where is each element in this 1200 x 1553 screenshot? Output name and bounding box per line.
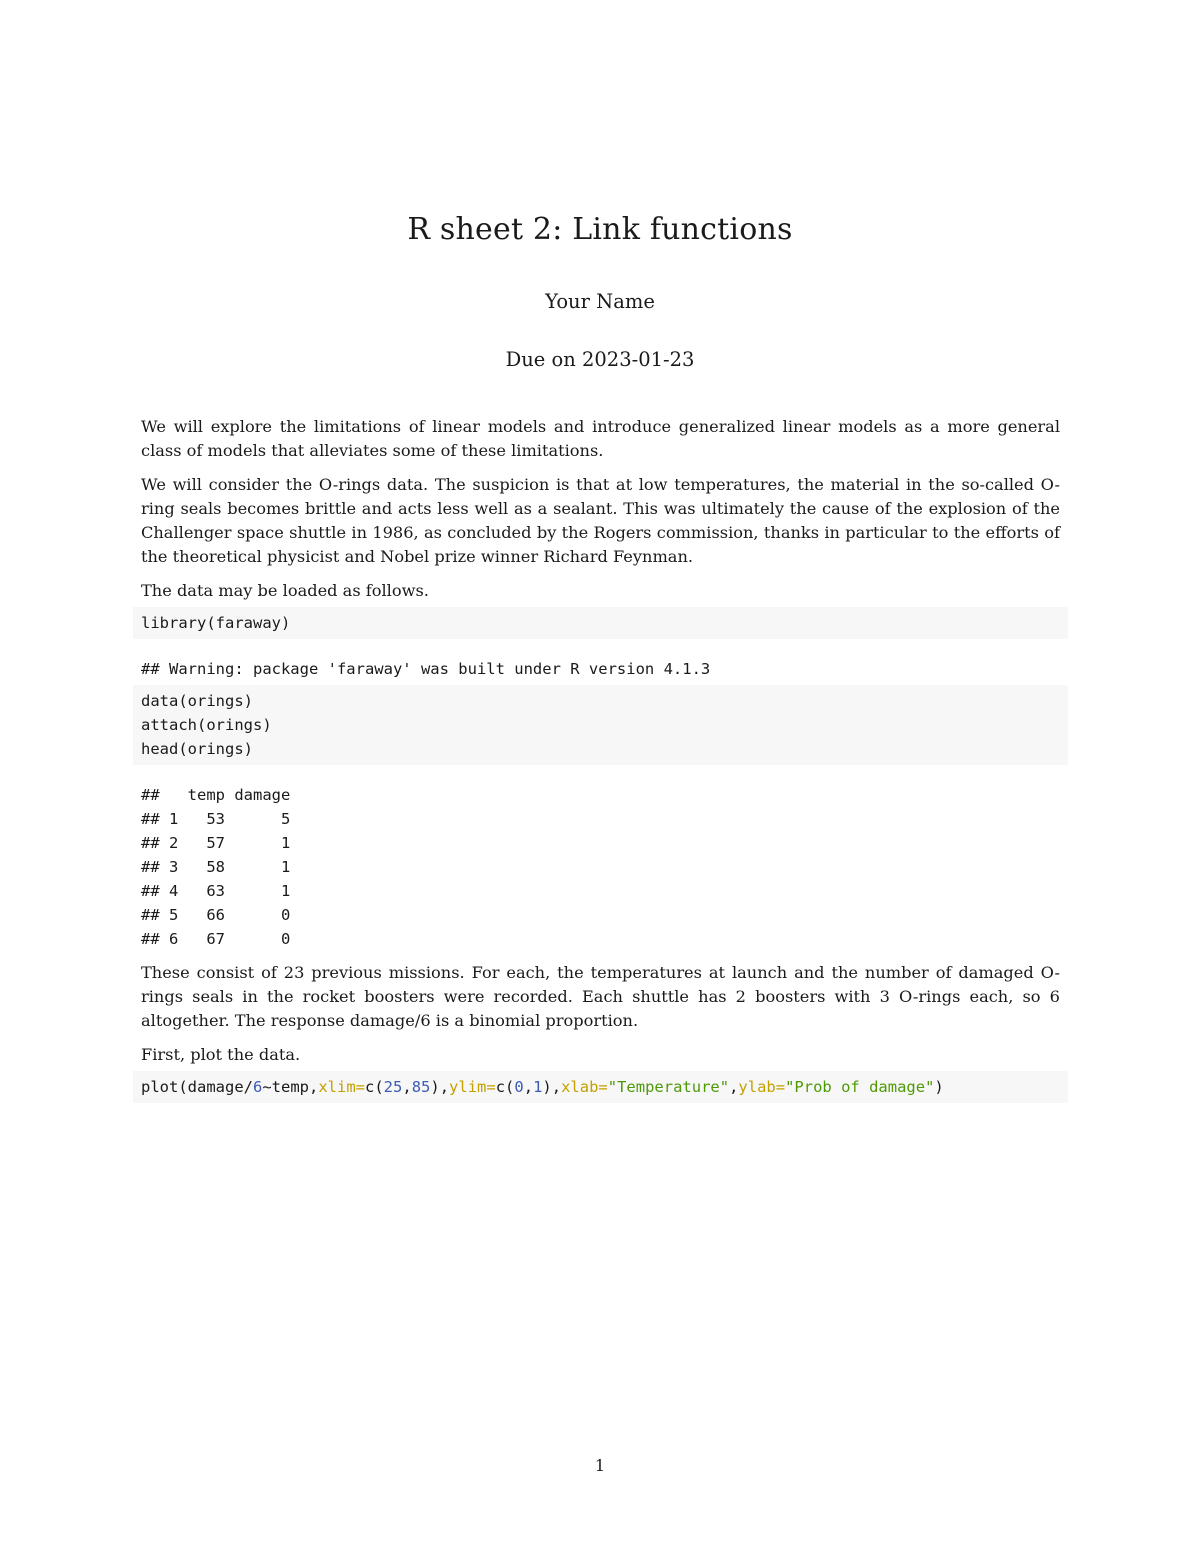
code-token: ), <box>542 1078 562 1096</box>
code-token: , <box>402 1078 412 1096</box>
code-line: head(orings) <box>141 740 253 758</box>
code-token-number: 0 <box>514 1078 524 1096</box>
orings-paragraph: We will consider the O-rings data. The suspicion is that at low temperatures, the material in the so-called O-ring seals becomes brittle and acts less well as a sealant. This was ultimately the cause of the explosion of the Challenger space shuttle in 1986, as concluded by the Rogers commission, thanks in particular to the efforts of the theoretical physicist and Nobel prize winner Richard Feynman. <box>141 475 1060 566</box>
output-line: ## 6 67 0 <box>141 930 291 948</box>
missions-paragraph: These consist of 23 previous missions. For each, the temperatures at launch and the number of damaged O-rings seals in the rocket boosters were recorded. Each shuttle has 2 boosters with 3 O-rings each, so 6 altogether. The response damage/6 is a binomial proportion. <box>141 963 1060 1030</box>
author-name: Your Name <box>545 290 655 313</box>
spacer <box>141 765 1060 783</box>
code-token: ~temp, <box>262 1078 319 1096</box>
output-line: ## 4 63 1 <box>141 882 291 900</box>
code-token-number: 85 <box>411 1078 431 1096</box>
code-token: c( <box>495 1078 515 1096</box>
code-token-argument: ylab= <box>738 1078 786 1096</box>
code-token: ) <box>934 1078 944 1096</box>
plot-intro-paragraph: First, plot the data. <box>141 1045 301 1064</box>
code-token-number: 1 <box>533 1078 543 1096</box>
document-title: R sheet 2: Link functions <box>407 212 793 247</box>
load-data-paragraph: The data may be loaded as follows. <box>141 581 429 600</box>
code-token: , <box>523 1078 534 1096</box>
output-line: ## 3 58 1 <box>141 858 291 876</box>
output-line: ## 2 57 1 <box>141 834 291 852</box>
code-token-number: 6 <box>252 1078 263 1096</box>
output-line: ## 5 66 0 <box>141 906 291 924</box>
code-line: data(orings) <box>141 692 253 710</box>
document-body <box>141 415 1060 1103</box>
code-line: library(faraway) <box>141 614 291 632</box>
code-block-data <box>133 685 1068 765</box>
code-token: ), <box>430 1078 450 1096</box>
output-line: ## 1 53 5 <box>141 810 291 828</box>
code-token: c( <box>365 1078 384 1096</box>
code-token-string: "Prob of damage" <box>785 1078 935 1096</box>
table-output <box>141 783 1060 961</box>
code-token-string: "Temperature" <box>607 1078 730 1096</box>
page-number: 1 <box>594 1456 606 1475</box>
code-block-plot <box>133 1071 1068 1103</box>
due-date: Due on 2023-01-23 <box>505 348 695 371</box>
code-token-argument: ylim= <box>449 1078 496 1096</box>
code-token-argument: xlab= <box>561 1078 608 1096</box>
code-line: attach(orings) <box>141 716 272 734</box>
output-line: ## temp damage <box>141 786 291 804</box>
code-token-argument: xlim= <box>318 1078 365 1096</box>
code-block-library <box>133 607 1068 639</box>
warning-output: ## Warning: package 'faraway' was built under R version 4.1.3 <box>141 660 711 678</box>
code-token-number: 25 <box>383 1078 403 1096</box>
code-token: , <box>729 1078 739 1096</box>
code-token: plot(damage/ <box>141 1078 253 1096</box>
spacer <box>141 639 1060 657</box>
intro-paragraph: We will explore the limitations of linear models and introduce generalized linear models as a more general class of models that alleviates some of these limitations. <box>141 417 1060 460</box>
